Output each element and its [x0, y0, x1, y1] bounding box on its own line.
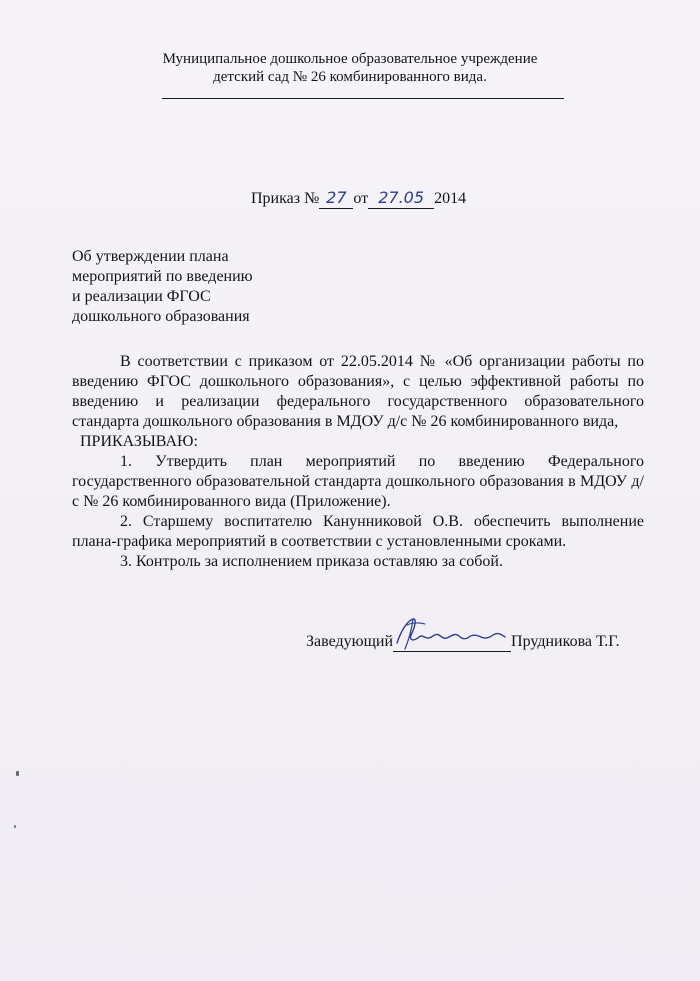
order-date-handwritten: 27.05 [368, 188, 434, 209]
signature-line [393, 631, 511, 652]
scan-artifact [14, 825, 16, 828]
header-line-2: детский сад № 26 комбинированного вида. [213, 69, 487, 85]
order-year: 2014 [434, 190, 467, 207]
decree-heading: ПРИКАЗЫВАЮ: [80, 433, 198, 450]
header-divider [162, 98, 564, 99]
handwritten-signature [389, 613, 515, 653]
order-title [251, 188, 466, 209]
subject-line-1: Об утверждении плана [72, 248, 229, 265]
scan-artifact [16, 771, 19, 776]
organization-header [0, 50, 700, 86]
order-item-2: 2. Старшему воспитателю Канунниковой О.В. обеспечить выполнение плана-графика мероприятий в соответствии с установленными сроками. [72, 513, 644, 550]
order-item-1: 1. Утвердить план мероприятий по введению Федерального государственного образовательной стандарта дошкольного образования в МДОУ д/с № 26 комбинированного вида (Приложение). [72, 453, 644, 510]
order-subject [72, 247, 253, 327]
subject-line-2: мероприятий по введению [72, 268, 253, 285]
signatory-name: Прудникова Т.Г. [511, 633, 620, 650]
order-from: от [353, 190, 369, 207]
order-item-3: 3. Контроль за исполнением приказа оставляю за собой. [120, 553, 503, 570]
order-prefix: Приказ № [251, 190, 320, 207]
intro-paragraph: В соответствии с приказом от 22.05.2014 № «Об организации работы по введению ФГОС дошкольного образования», с целью эффективной работы по введению и реализации федерального государственного образовательного стандарта дошкольного образования в МДОУ д/с № 26 комбинированного вида, [72, 353, 644, 430]
signature-block [306, 631, 620, 652]
signatory-position: Заведующий [306, 633, 394, 650]
header-line-1: Муниципальное дошкольное образовательное учреждение [162, 51, 538, 67]
subject-line-4: дошкольного образования [72, 308, 250, 325]
order-body [72, 352, 644, 572]
subject-line-3: и реализации ФГОС [72, 288, 211, 305]
order-number-handwritten: 27 [319, 188, 353, 209]
